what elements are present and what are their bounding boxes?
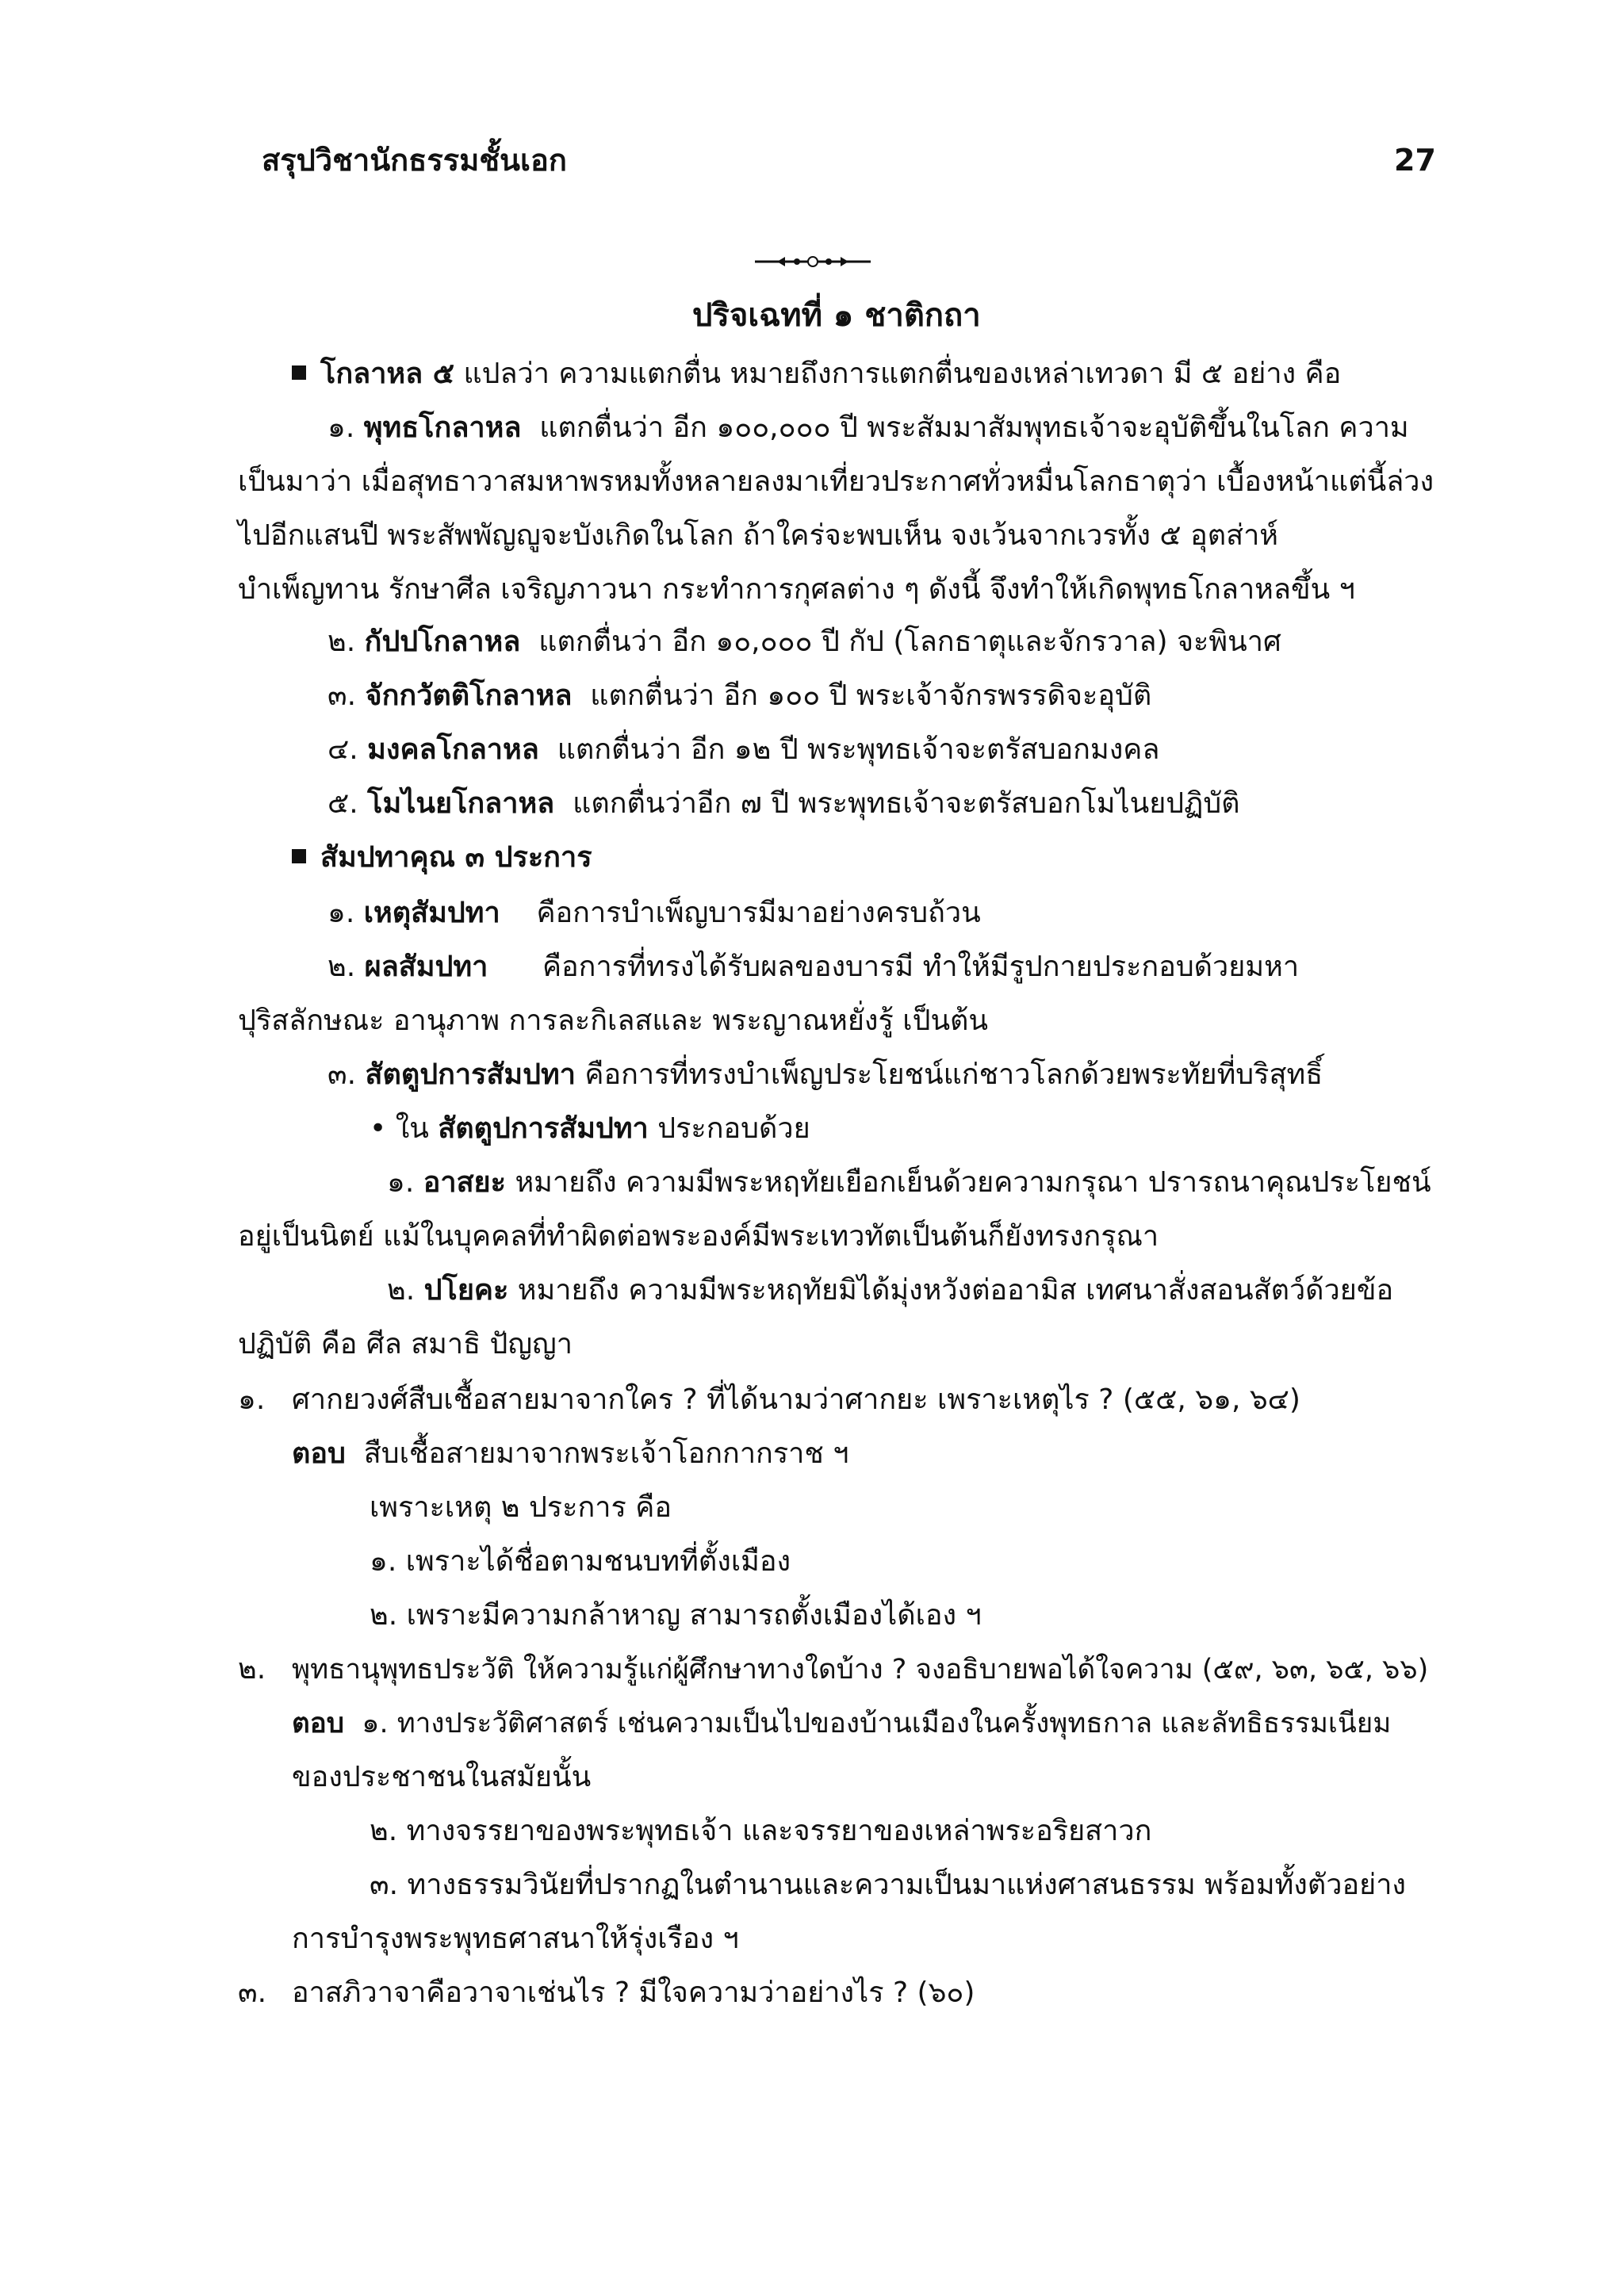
- item-term: สัตตูปการสัมปทา: [365, 1058, 576, 1091]
- item-term: ผลสัมปทา: [364, 951, 488, 983]
- asaya-item-cont: อยู่เป็นนิตย์ แม้ในบุคคลที่ทำผิดต่อพระองค์มีพระเทวทัตเป็นต้นก็ยังทรงกรุณา: [238, 1220, 1159, 1253]
- question-3-number: ๓.: [238, 1976, 267, 2009]
- sub-suffix: ประกอบด้วย: [657, 1112, 810, 1145]
- payoga-item-cont: ปฏิบัติ คือ ศีล สมาธิ ปัญญา: [238, 1328, 573, 1360]
- item-number: ๕.: [327, 787, 358, 820]
- answer-label: ตอบ: [292, 1437, 346, 1470]
- item-term: มงคลโกลาหล: [367, 733, 539, 766]
- square-bullet-icon: [292, 365, 306, 380]
- item-text: แตกตื่นว่า อีก ๑๐๐,๐๐๐ ปี พระสัมมาสัมพุทธเจ้าจะอุบัติขึ้นในโลก ความ: [539, 411, 1409, 444]
- item-text: หมายถึง ความมีพระหฤทัยมิได้มุ่งหวังต่ออามิส เทศนาสั่งสอนสัตว์ด้วยข้อ: [517, 1274, 1394, 1307]
- item-text: แตกตื่นว่า อีก ๑๐๐ ปี พระเจ้าจักรพรรดิจะอุบัติ: [590, 679, 1152, 712]
- page-number: 27: [1394, 143, 1436, 178]
- item-term: จักกวัตติโกลาหล: [365, 679, 573, 712]
- kolahala-item-2: [327, 623, 1281, 661]
- question-2-answer-line-3: ๒. ทางจรรยาของพระพุทธเจ้า และจรรยาของเหล่าพระอริยสาวก: [370, 1815, 1152, 1847]
- question-1-number: ๑.: [238, 1383, 266, 1416]
- question-2-answer-line-5: การบำรุงพระพุทธศาสนาให้รุ่งเรือง ฯ: [292, 1923, 739, 1955]
- kolahala-item-3: [327, 677, 1151, 715]
- item-term: กัปปโกลาหล: [364, 626, 521, 658]
- item-text: แตกตื่นว่าอีก ๗ ปี พระพุทธเจ้าจะตรัสบอกโมไนยปฏิบัติ: [573, 787, 1240, 820]
- book-title: สรุปวิชานักธรรมชั้นเอก: [262, 143, 567, 178]
- item-text: คือการบำเพ็ญบารมีมาอย่างครบถ้วน: [536, 897, 981, 929]
- satupakara-sub-heading: [370, 1110, 810, 1148]
- item-text: หมายถึง ความมีพระหฤทัยเยือกเย็นด้วยความกรุณา ปรารถนาคุณประโยชน์: [515, 1166, 1431, 1199]
- question-1-answer: [292, 1435, 849, 1473]
- kolahala-item-5: [327, 785, 1240, 823]
- bullet-icon: •: [370, 1112, 387, 1145]
- sampada-heading-text: สัมปทาคุณ ๓ ประการ: [320, 841, 592, 874]
- question-1-answer-line-2: เพราะเหตุ ๒ ประการ คือ: [370, 1491, 672, 1524]
- sampada-heading: [292, 839, 592, 877]
- item-number: ๔.: [327, 733, 358, 766]
- kolahala-item-1-line-3: ไปอีกแสนปี พระสัพพัญญูจะบังเกิดในโลก ถ้าใคร่จะพบเห็น จงเว้นจากเวรทั้ง ๕ อุตส่าห์: [238, 519, 1279, 552]
- item-term: เหตุสัมปทา: [363, 897, 500, 929]
- item-text: คือการที่ทรงบำเพ็ญประโยชน์แก่ชาวโลกด้วยพระทัยที่บริสุทธิ์: [584, 1058, 1323, 1091]
- sampada-item-2: [327, 948, 1299, 986]
- question-2-answer: [292, 1705, 1391, 1743]
- item-number: ๒.: [327, 626, 356, 658]
- item-term: ปโยคะ: [423, 1274, 509, 1307]
- item-number: ๓.: [327, 679, 357, 712]
- item-number: ๑.: [387, 1166, 415, 1199]
- item-number: ๒.: [387, 1274, 416, 1307]
- item-number: ๑.: [327, 411, 355, 444]
- sub-prefix: ใน: [395, 1112, 429, 1145]
- question-2-answer-line-2: ของประชาชนในสมัยนั้น: [292, 1761, 592, 1793]
- payoga-item: [387, 1272, 1393, 1310]
- item-number: ๓.: [327, 1058, 357, 1091]
- sampada-item-3: [327, 1056, 1323, 1094]
- question-2-text: พุทธานุพุทธประวัติ ให้ความรู้แก่ผู้ศึกษาทางใดบ้าง ? จงอธิบายพอได้ใจความ (๕๙, ๖๓, ๖๕, ๖๖): [292, 1654, 1429, 1686]
- item-term: พุทธโกลาหล: [363, 411, 522, 444]
- sampada-item-1: [327, 894, 981, 932]
- question-1-answer-line-3: ๑. เพราะได้ชื่อตามชนบทที่ตั้งเมือง: [370, 1545, 791, 1578]
- question-3-text: อาสภิวาจาคือวาจาเช่นไร ? มีใจความว่าอย่างไร ? (๖๐): [292, 1976, 975, 2009]
- answer-label: ตอบ: [292, 1708, 344, 1739]
- answer-text: ๑. ทางประวัติศาสตร์ เช่นความเป็นไปของบ้านเมืองในครั้งพุทธกาล และลัทธิธรรมเนียม: [362, 1708, 1392, 1739]
- sub-term: สัตตูปการสัมปทา: [438, 1112, 649, 1145]
- kolahala-item-1-line-2: เป็นมาว่า เมื่อสุทธาวาสมหาพรหมทั้งหลายลงมาเที่ยวประกาศทั่วหมื่นโลกธาตุว่า เบื้องหน้าแต่นี้ล่วง: [238, 465, 1434, 498]
- kolahala-item-4: [327, 731, 1159, 769]
- item-number: ๒.: [327, 951, 356, 983]
- question-2-number: ๒.: [238, 1653, 266, 1686]
- kolahala-item-1-line-4: บำเพ็ญทาน รักษาศีล เจริญภาวนา กระทำการกุศลต่าง ๆ ดังนี้ จึงทำให้เกิดพุทธโกลาหลขึ้น ฯ: [238, 573, 1355, 606]
- ornament-divider: [753, 252, 872, 271]
- item-text: คือการที่ทรงได้รับผลของบารมี ทำให้มีรูปกายประกอบด้วยมหา: [542, 951, 1300, 983]
- kolahala-term: โกลาหล ๕: [320, 358, 454, 390]
- sampada-item-2-cont: ปุริสลักษณะ อานุภาพ การละกิเลสและ พระญาณหยั่งรู้ เป็นต้น: [238, 1004, 989, 1037]
- question-1-text: ศากยวงศ์สืบเชื้อสายมาจากใคร ? ที่ได้นามว่าศากยะ เพราะเหตุไร ? (๕๕, ๖๑, ๖๔): [292, 1383, 1300, 1416]
- question-1-answer-line-4: ๒. เพราะมีความกล้าหาญ สามารถตั้งเมืองได้เอง ฯ: [370, 1599, 982, 1632]
- item-text: แตกตื่นว่า อีก ๑๐,๐๐๐ ปี กัป (โลกธาตุและจักรวาล) จะพินาศ: [538, 626, 1281, 658]
- kolahala-item-1: [327, 409, 1409, 447]
- square-bullet-icon: [292, 849, 306, 863]
- item-term: อาสยะ: [423, 1166, 506, 1199]
- item-text: แตกตื่นว่า อีก ๑๒ ปี พระพุทธเจ้าจะตรัสบอกมงคล: [557, 733, 1160, 766]
- item-number: ๑.: [327, 897, 355, 929]
- kolahala-intro-text: แปลว่า ความแตกตื่น หมายถึงการแตกตื่นของเหล่าเทวดา มี ๕ อย่าง คือ: [463, 358, 1342, 390]
- kolahala-intro: [292, 355, 1341, 393]
- chapter-title: ปริจเฉทที่ ๑ ชาติกถา: [692, 297, 981, 334]
- item-term: โมไนยโกลาหล: [367, 787, 555, 820]
- asaya-item: [387, 1164, 1431, 1202]
- question-2-answer-line-4: ๓. ทางธรรมวินัยที่ปรากฏในตำนานและความเป็นมาแห่งศาสนธรรม พร้อมทั้งตัวอย่าง: [370, 1869, 1406, 1901]
- answer-text: สืบเชื้อสายมาจากพระเจ้าโอกกากราช ฯ: [363, 1437, 849, 1470]
